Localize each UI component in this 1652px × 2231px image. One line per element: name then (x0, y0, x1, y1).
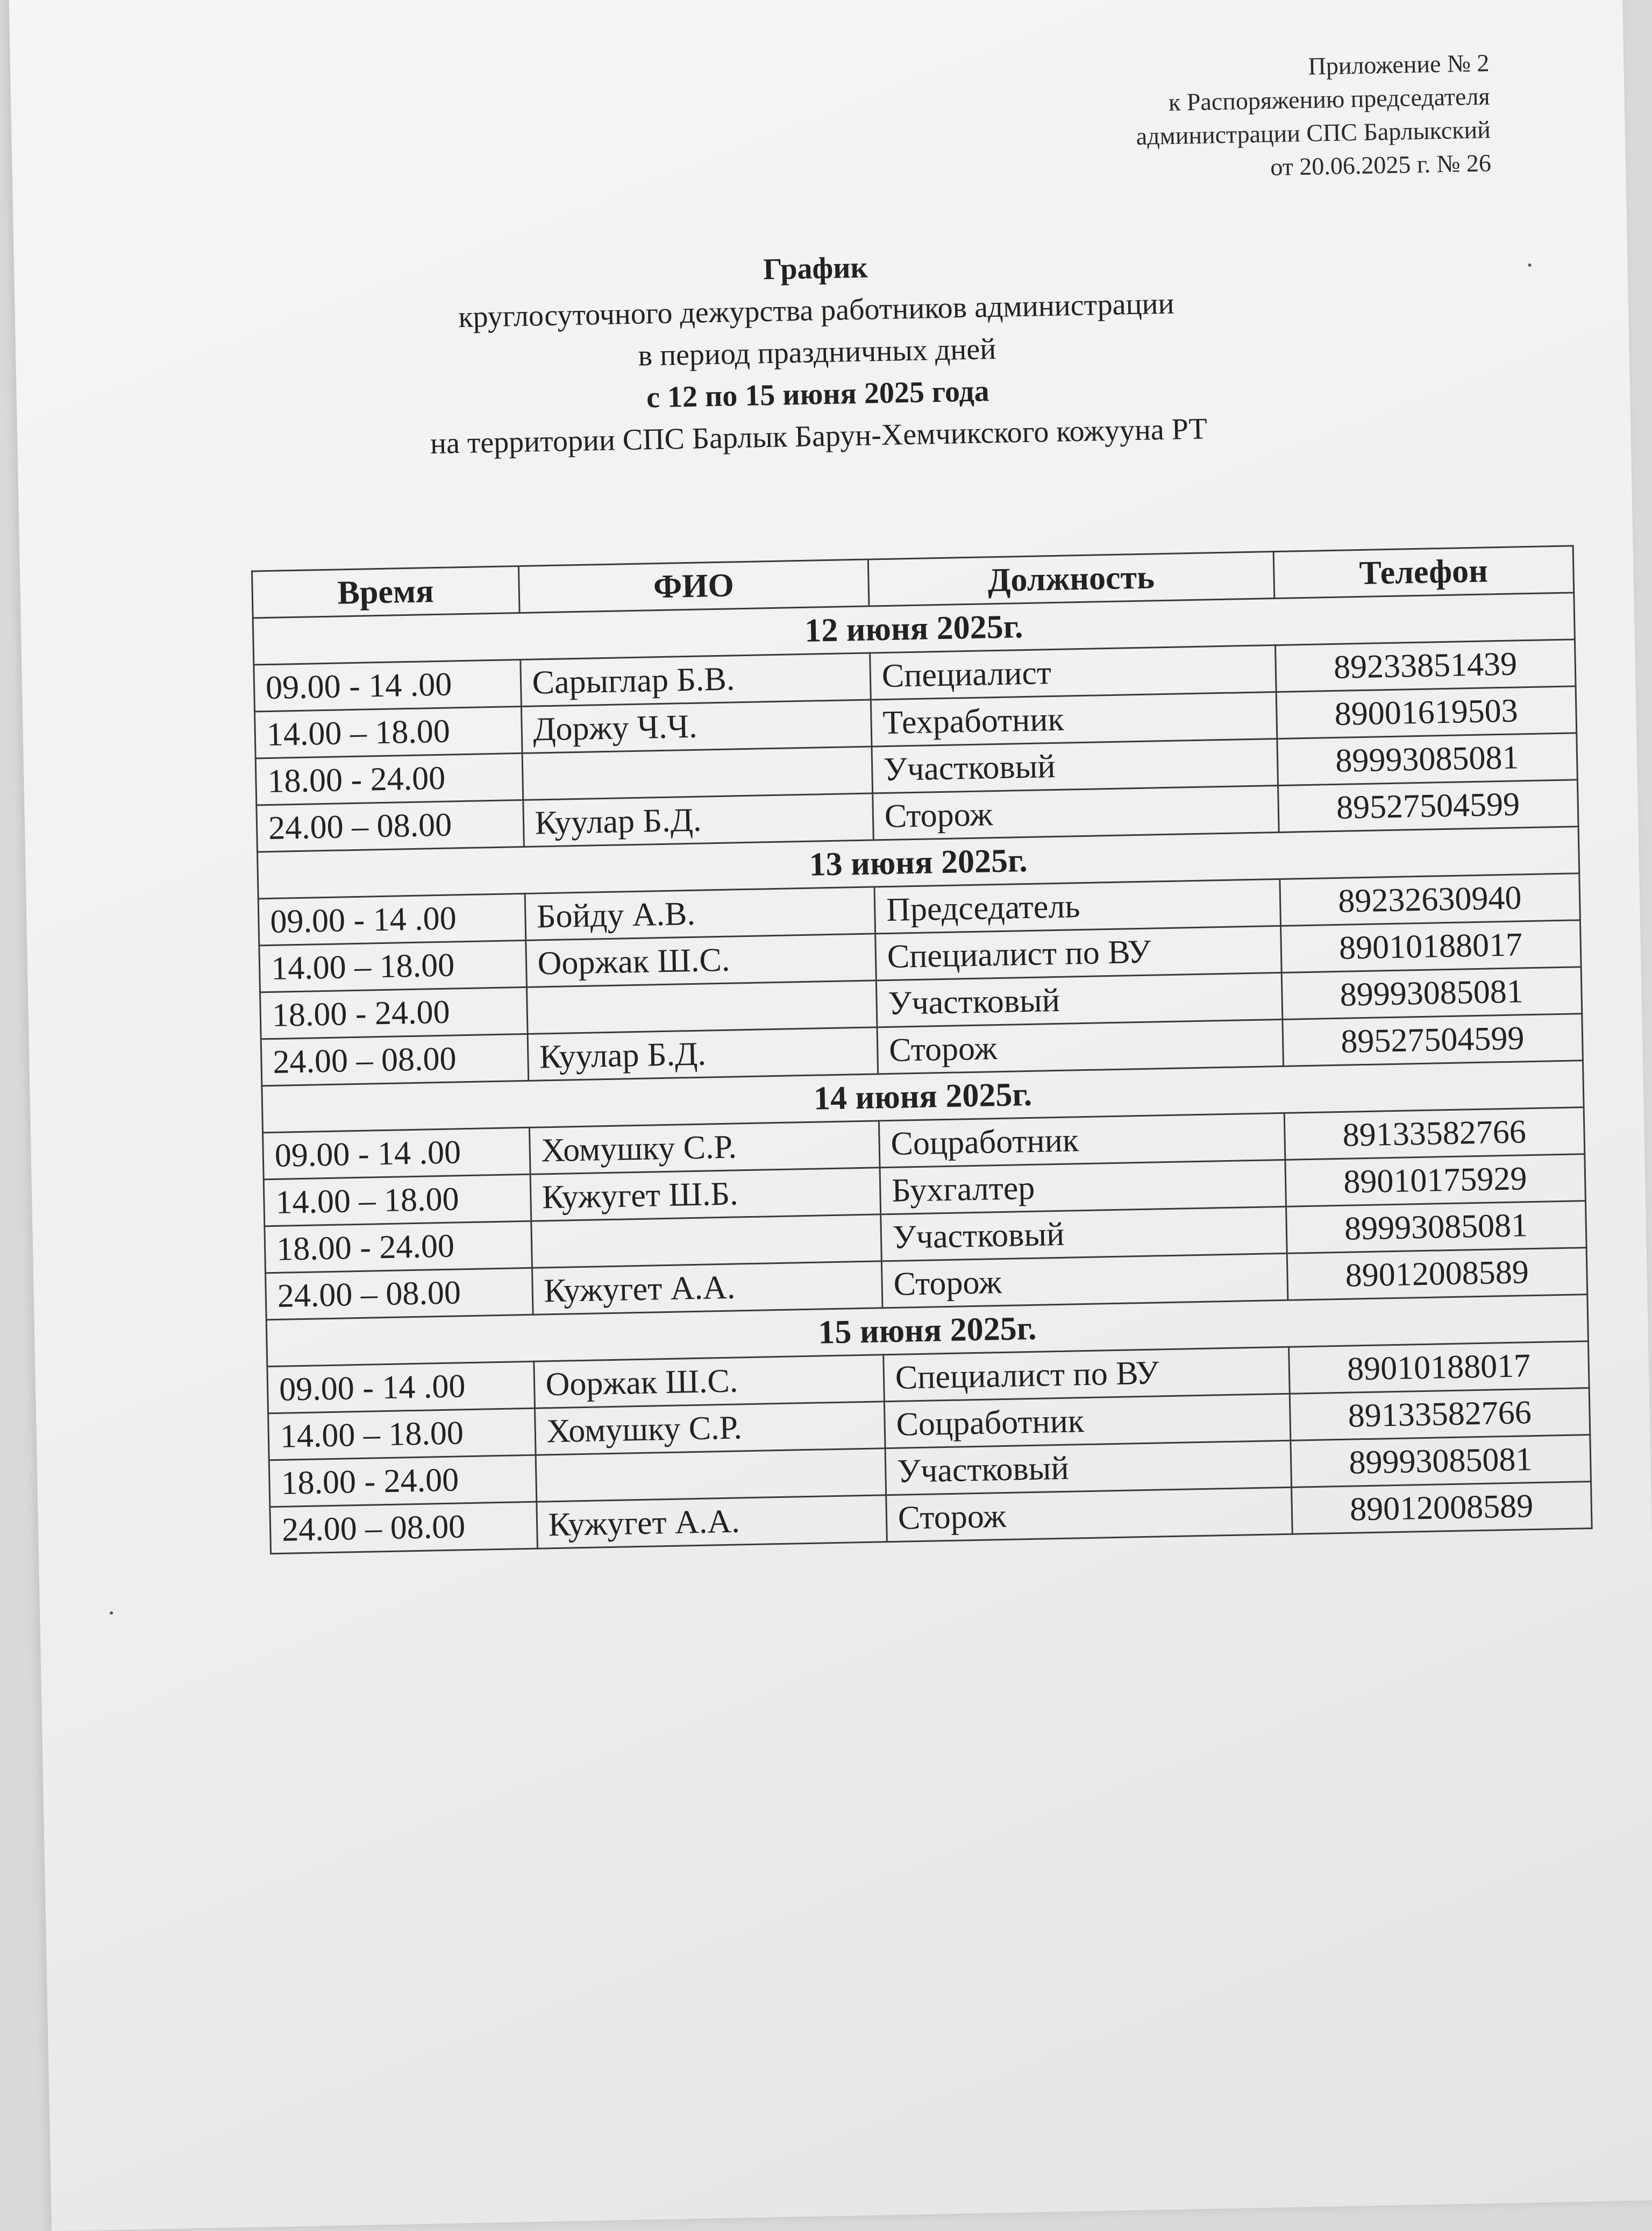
cell-position: Сторож (881, 1253, 1287, 1308)
cell-time: 18.00 - 24.00 (260, 987, 528, 1039)
cell-phone: 89232630940 (1279, 873, 1580, 926)
title-heading: График (763, 251, 868, 287)
cell-phone: 89993085081 (1290, 1435, 1591, 1488)
cell-name (531, 1214, 881, 1268)
cell-name: Кужугет А.А. (532, 1261, 882, 1315)
cell-time: 14.00 – 18.00 (264, 1174, 531, 1226)
header-name: ФИО (518, 559, 869, 613)
cell-position: Сторож (873, 785, 1279, 840)
cell-name: Ооржак Ш.С. (525, 934, 876, 987)
cell-name: Хомушку С.Р. (535, 1402, 885, 1455)
cell-name: Хомушку С.Р. (529, 1121, 880, 1174)
cell-name: Куулар Б.Д. (523, 793, 873, 847)
cell-position: Участковый (872, 739, 1278, 793)
cell-phone: 89012008589 (1287, 1248, 1587, 1301)
title-territory: на территории СПС Барлык Барун-Хемчикского кожууна РТ (430, 412, 1208, 461)
cell-name: Куулар Б.Д. (528, 1027, 878, 1081)
speck (1528, 264, 1531, 267)
cell-position: Сторож (877, 1019, 1283, 1074)
cell-time: 14.00 – 18.00 (268, 1408, 536, 1460)
cell-time: 09.00 - 14 .00 (263, 1127, 530, 1179)
cell-time: 24.00 – 08.00 (257, 800, 524, 851)
cell-time: 09.00 - 14 .00 (254, 659, 521, 711)
annex-number: Приложение № 2 (1308, 49, 1490, 80)
day-date: 14 июня 2025г. (262, 1061, 1584, 1133)
title-period: с 12 по 15 июня 2025 года (646, 374, 990, 415)
cell-position: Специалист по ВУ (875, 926, 1281, 980)
cell-position: Соцработник (884, 1394, 1290, 1448)
cell-position: Участковый (876, 972, 1282, 1027)
cell-position: Сторож (886, 1487, 1292, 1541)
speck (110, 1611, 113, 1615)
cell-time: 18.00 - 24.00 (265, 1221, 532, 1273)
cell-time: 09.00 - 14 .00 (258, 893, 525, 945)
table-body (253, 593, 1592, 1554)
cell-phone: 89993085081 (1277, 733, 1577, 786)
annex-order-ref: к Распоряжению председателя (1168, 82, 1490, 116)
cell-phone: 89001619503 (1276, 686, 1577, 739)
day-date: 12 июня 2025г. (253, 593, 1575, 665)
cell-position: Соцработник (879, 1113, 1285, 1167)
cell-name: Ооржак Ш.С. (533, 1355, 884, 1408)
title-line-1: круглосуточного дежурства работников администрации (458, 287, 1174, 335)
cell-phone: 89527504599 (1282, 1014, 1583, 1067)
cell-phone: 89527504599 (1278, 780, 1578, 833)
cell-position: Бухгалтер (880, 1160, 1286, 1214)
cell-name (522, 747, 873, 800)
cell-phone: 89993085081 (1286, 1201, 1586, 1254)
cell-time: 24.00 – 08.00 (266, 1268, 533, 1319)
cell-time: 24.00 – 08.00 (270, 1502, 537, 1553)
document-title (14, 232, 1620, 473)
annex-administration: администрации СПС Барлыкский (1136, 116, 1491, 150)
cell-position: Специалист (870, 645, 1276, 700)
duty-schedule-table (251, 545, 1593, 1554)
cell-phone: 89993085081 (1281, 967, 1582, 1020)
cell-time: 09.00 - 14 .00 (267, 1361, 535, 1413)
header-position: Должность (868, 552, 1274, 606)
cell-time: 18.00 - 24.00 (269, 1455, 536, 1507)
cell-name: Кужугет А.А. (536, 1495, 887, 1548)
day-date: 15 июня 2025г. (266, 1295, 1588, 1367)
cell-position: Председатель (874, 879, 1280, 933)
document-sheet (9, 0, 1652, 2231)
cell-time: 18.00 - 24.00 (255, 753, 523, 805)
cell-position: Специалист по ВУ (884, 1347, 1290, 1401)
cell-time: 24.00 – 08.00 (261, 1034, 528, 1085)
cell-phone: 89010188017 (1288, 1341, 1589, 1394)
cell-name (526, 980, 877, 1034)
cell-time: 14.00 – 18.00 (255, 706, 522, 758)
cell-name: Сарыглар Б.В. (520, 653, 871, 706)
cell-phone: 89133582766 (1290, 1388, 1590, 1441)
header-time: Время (252, 566, 519, 618)
cell-name: Кужугет Ш.Б. (530, 1168, 881, 1221)
cell-position: Техработник (871, 692, 1277, 747)
title-line-2: в период праздничных дней (638, 332, 996, 373)
cell-name (536, 1448, 886, 1502)
cell-phone: 89010188017 (1280, 920, 1581, 973)
day-date: 13 июня 2025г. (258, 827, 1579, 899)
cell-phone: 89233851439 (1275, 640, 1576, 692)
cell-name: Бойду А.В. (525, 887, 875, 940)
annex-header (1135, 46, 1492, 187)
cell-position: Участковый (881, 1206, 1287, 1261)
cell-phone: 89133582766 (1284, 1107, 1585, 1160)
annex-date: от 20.06.2025 г. № 26 (1270, 149, 1492, 181)
cell-position: Участковый (885, 1440, 1291, 1495)
cell-name: Доржу Ч.Ч. (521, 700, 872, 753)
cell-phone: 89010175929 (1285, 1154, 1585, 1207)
header-phone: Телефон (1273, 546, 1574, 599)
cell-phone: 89012008589 (1291, 1482, 1592, 1534)
cell-time: 14.00 – 18.00 (259, 940, 526, 992)
